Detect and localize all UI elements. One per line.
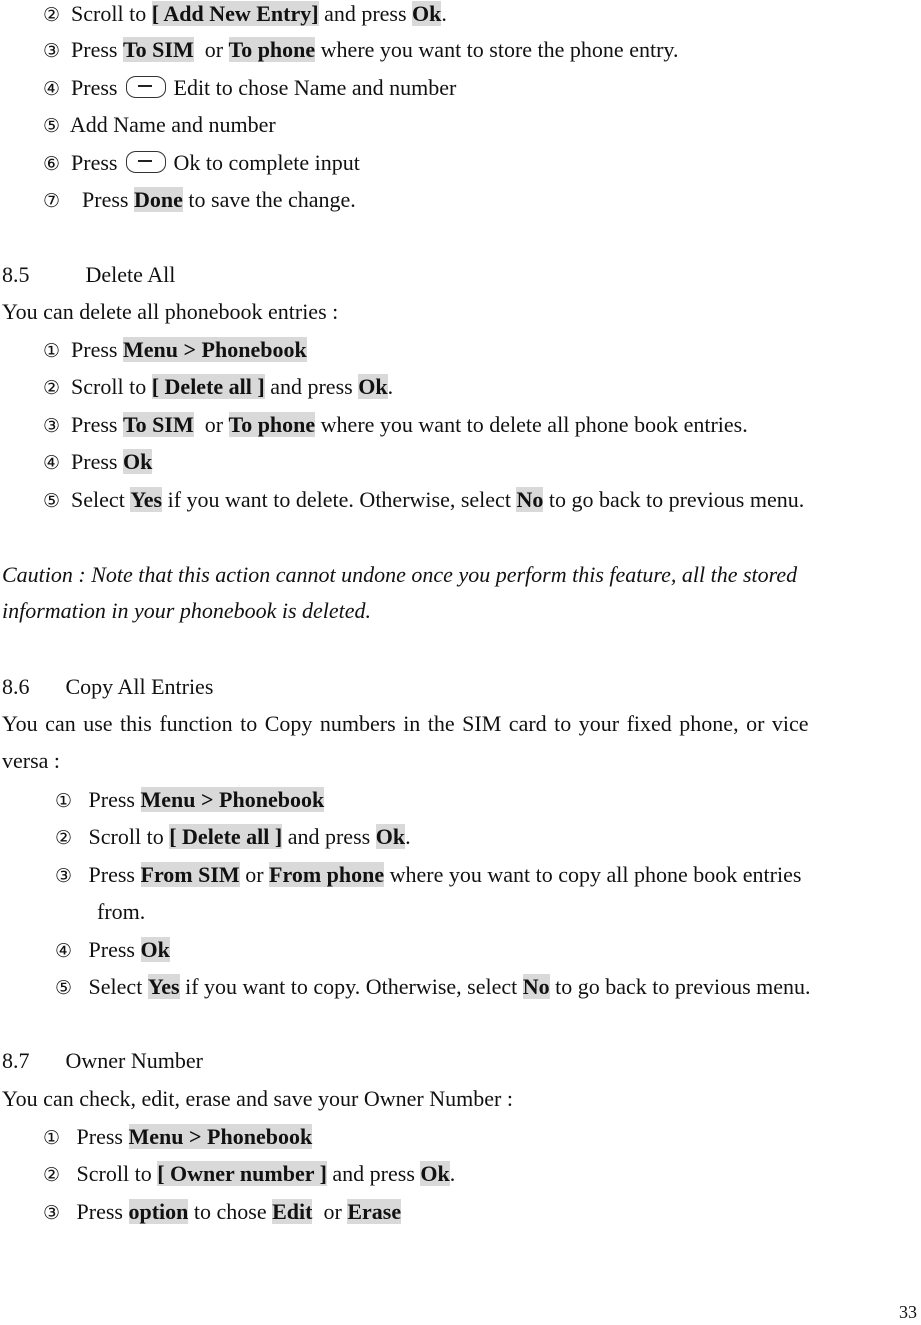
step-line: ④ Press Ok bbox=[43, 449, 153, 474]
step-line: ⑦ Press Done to save the change. bbox=[43, 187, 356, 212]
step-line: ⑥ Press Ok to complete input bbox=[43, 150, 360, 175]
section-heading: 8.5 Delete All bbox=[2, 262, 176, 287]
section-intro: You can check, edit, erase and save your Owner Number : bbox=[2, 1086, 513, 1111]
step-line: ⑤ Select Yes if you want to copy. Otherwise, select No to go back to previous menu. bbox=[55, 974, 811, 999]
section-intro: You can use this function to Copy numbers in the SIM card to your fixed phone, or vice bbox=[2, 711, 809, 736]
step-line: ② Scroll to [ Delete all ] and press Ok. bbox=[43, 374, 394, 399]
section-intro: You can delete all phonebook entries : bbox=[2, 299, 339, 324]
caution-text: information in your phonebook is deleted. bbox=[2, 598, 372, 623]
step-line: ④ Press Edit to chose Name and number bbox=[43, 75, 457, 100]
step-line: ⑤ Add Name and number bbox=[43, 112, 276, 137]
step-line: ② Scroll to [ Add New Entry] and press Ok. bbox=[43, 1, 447, 26]
page-number: 33 bbox=[899, 1302, 917, 1322]
step-line: ① Press Menu > Phonebook bbox=[43, 1124, 313, 1149]
section-heading: 8.6 Copy All Entries bbox=[2, 674, 214, 699]
step-line: ① Press Menu > Phonebook bbox=[55, 787, 325, 812]
step-continuation: from. bbox=[97, 899, 146, 924]
soft-key-icon bbox=[126, 151, 166, 173]
section-heading: 8.7 Owner Number bbox=[2, 1048, 203, 1073]
step-line: ③ Press From SIM or From phone where you want to copy all phone book entries bbox=[55, 862, 802, 887]
step-line: ③ Press To SIM or To phone where you want to store the phone entry. bbox=[43, 37, 679, 62]
step-line: ③ Press To SIM or To phone where you want to delete all phone book entries. bbox=[43, 412, 748, 437]
section-intro: versa : bbox=[2, 748, 61, 773]
step-line: ③ Press option to chose Edit or Erase bbox=[43, 1199, 402, 1224]
step-line: ② Scroll to [ Delete all ] and press Ok. bbox=[55, 824, 411, 849]
step-line: ④ Press Ok bbox=[55, 937, 170, 962]
step-line: ⑤ Select Yes if you want to delete. Otherwise, select No to go back to previous menu. bbox=[43, 487, 805, 512]
caution-text: Caution : Note that this action cannot undone once you perform this feature, all the stored bbox=[2, 562, 798, 587]
soft-key-icon bbox=[126, 76, 166, 98]
step-line: ② Scroll to [ Owner number ] and press Ok. bbox=[43, 1161, 456, 1186]
step-line: ① Press Menu > Phonebook bbox=[43, 337, 307, 362]
